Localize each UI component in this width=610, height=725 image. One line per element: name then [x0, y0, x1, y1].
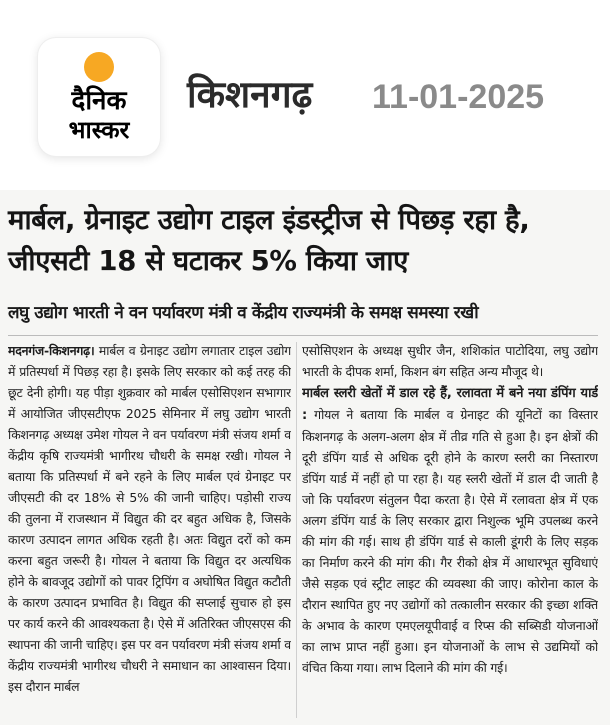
logo-text-line2: भास्कर [68, 116, 130, 144]
article-column-2 [302, 340, 598, 720]
article-subhead: लघु उद्योग भारती ने वन पर्यावरण मंत्री व केंद्रीय राज्यमंत्री के समक्ष समस्या रखी [8, 303, 479, 323]
column-divider [296, 342, 297, 718]
article-headline: मार्बल, ग्रेनाइट उद्योग टाइल इंडस्ट्रीज से पिछड़ रहा है, जीएसटी 18 से घटाकर 5% किया जाए [8, 204, 530, 277]
column-1-body: मार्बल व ग्रेनाइट उद्योग लगातार टाइल उद्योग में प्रतिस्पर्धा में पिछड़ रहा है। इसके लिए सरकार को कई तरह की छूट देनी होगी। यह पीड़ा शुक्रवार को मार्बल एसोसिएशन सभागार में आयोजित जीएसटीएफ 2025 सेमिनार में लघु उद्योग भारती किशनगढ़ अध्यक्ष उमेश गोयल ने वन पर्यावरण मंत्री संजय शर्मा व केंद्रीय कृषि राज्यमंत्री भागीरथ चौधरी के समक्ष रखी। गोयल ने बताया कि प्रतिस्पर्धा में बने रहने के लिए मार्बल एवं ग्रेनाइट पर जीएसटी की दर 18% से 5% की जानी चाहिए। पड़ोसी राज्य की तुलना में राजस्थान में विद्युत की दर बहुत अधिक है, जिसके कारण उत्पादन लागत अधिक रहती है। अतः विद्युत दरों को कम करना बहुत जरूरी है। गोयल ने बताया कि विद्युत दर अत्यधिक होने के बावजूद उद्योगों को पावर ट्रिपिंग व अघोषित विद्युत कटौती के कारण उत्पादन प्रभावित है। विद्युत की सप्लाई सुचारु हो इस पर कार्य करने की आवश्यकता है। ऐसे में अतिरिक्त जीएसएस की स्थापना की जानी चाहिए। इस पर वन पर्यावरण मंत्री संजय शर्मा व केंद्रीय राज्यमंत्री भागीरथ चौधरी ने समाधान का आश्वासन दिया। इस दौरान मार्बल [8, 343, 291, 694]
column-2-subtitle: मार्बल स्लरी खेतों में डाल रहे हैं, रलावता में बने नया डंपिंग यार्ड : [302, 386, 598, 423]
article-column-1 [8, 340, 291, 720]
dainik-bhaskar-logo [38, 38, 160, 156]
city-name: किशनगढ़ [187, 73, 313, 116]
column-2-intro: एसोसिएशन के अध्यक्ष सुधीर जैन, शशिकांत पाटोदिया, लघु उद्योग भारती के दीपक शर्मा, किशन बंग सहित अन्य मौजूद थे। [302, 343, 598, 379]
edition-date: 11-01-2025 [372, 78, 545, 116]
logo-text-line1: दैनिक [71, 86, 127, 116]
column-2-body: गोयल ने बताया कि मार्बल व ग्रेनाइट की यूनिटों का विस्तार किशनगढ़ के अलग-अलग क्षेत्र में तीव्र गति से हुआ है। इन क्षेत्रों की दूरी डंपिंग यार्ड से अधिक दूरी होने के कारण स्लरी का निस्तारण डंपिंग यार्ड में नहीं हो पा रहा है। यह स्लरी खेतों में डाल दी जाती है जो कि पर्यावरण संतुलन पैदा करता है। ऐसे में रलावता क्षेत्र में एक अलग डंपिंग यार्ड के लिए सरकार द्वारा निशुल्क भूमि उपलब्ध करने की मांग की गई। साथ ही डंपिंग यार्ड से काली डूंगरी के लिए सड़क का निर्माण करने की मांग की। गैर रीको क्षेत्र में आधारभूत सुविधाएं जैसे सड़क एवं स्ट्रीट लाइट की व्यवस्था की जाए। कोरोना काल के दौरान स्थापित हुए नए उद्योगों को तत्कालीन सरकार की इच्छा शक्ति के अभाव के कारण एमएलयूपीवाई व रिप्स की सब्सिडी योजनाओं का लाभ प्राप्त नहीं हुआ। इन योजनाओं के लाभ से उद्यमियों को वंचित किया गया। लाभ दिलाने की मांग की गई। [302, 407, 598, 675]
headline-divider [8, 335, 598, 336]
sun-icon [84, 52, 114, 82]
article-dateline: मदनगंज-किशनगढ़। [8, 343, 95, 358]
header-bar [0, 0, 610, 190]
